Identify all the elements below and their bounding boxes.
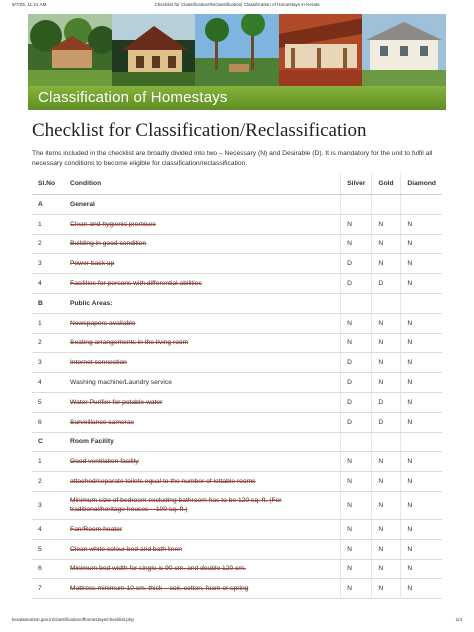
condition-text: General — [70, 200, 95, 208]
row-gold: N — [372, 519, 401, 539]
row-silver — [341, 293, 372, 313]
row-gold: N — [372, 579, 401, 599]
condition-text: Seating arrangements in the living room — [70, 339, 189, 347]
print-header — [12, 2, 462, 12]
row-condition — [64, 472, 341, 492]
row-diamond: N — [401, 452, 442, 472]
row-silver: N — [341, 452, 372, 472]
row-diamond: N — [401, 373, 442, 393]
table-row — [32, 254, 442, 274]
row-silver: D — [341, 373, 372, 393]
row-condition — [64, 234, 341, 254]
condition-text: Washing machine/Laundry service — [70, 379, 172, 387]
row-number: 6 — [32, 412, 64, 432]
banner-photo-garden — [28, 14, 112, 86]
row-number: 1 — [32, 214, 64, 234]
header-silver: Silver — [341, 173, 372, 195]
row-silver: N — [341, 539, 372, 559]
condition-text: attached/separate toilets equal to the number of lettable rooms — [70, 478, 256, 486]
table-row — [32, 491, 442, 519]
table-row — [32, 519, 442, 539]
banner-photo-palms — [195, 14, 279, 86]
row-condition — [64, 214, 341, 234]
row-silver: D — [341, 254, 372, 274]
row-diamond: N — [401, 579, 442, 599]
row-condition — [64, 432, 341, 452]
checklist-body — [32, 195, 442, 599]
row-silver: D — [341, 274, 372, 294]
table-row — [32, 373, 442, 393]
row-condition — [64, 195, 341, 215]
row-number: 2 — [32, 333, 64, 353]
banner-photo-courtyard — [279, 14, 363, 86]
row-gold — [372, 195, 401, 215]
banner — [28, 14, 446, 110]
row-silver: N — [341, 491, 372, 519]
row-gold: N — [372, 491, 401, 519]
condition-text: Power back up — [70, 260, 115, 268]
row-silver: N — [341, 519, 372, 539]
row-gold — [372, 432, 401, 452]
table-section-row — [32, 293, 442, 313]
row-silver: N — [341, 214, 372, 234]
row-diamond — [401, 432, 442, 452]
row-number: A — [32, 195, 64, 215]
row-number: 2 — [32, 234, 64, 254]
checklist-table — [32, 173, 442, 599]
row-number: 4 — [32, 274, 64, 294]
row-silver — [341, 432, 372, 452]
row-condition — [64, 274, 341, 294]
row-diamond: N — [401, 254, 442, 274]
row-diamond: N — [401, 353, 442, 373]
row-number: 2 — [32, 472, 64, 492]
table-row — [32, 353, 442, 373]
row-number: C — [32, 432, 64, 452]
row-gold: N — [372, 559, 401, 579]
row-gold: N — [372, 373, 401, 393]
condition-text: Clean and hygienic premises — [70, 220, 156, 228]
row-silver: D — [341, 353, 372, 373]
row-gold: D — [372, 274, 401, 294]
table-row — [32, 234, 442, 254]
table-section-row — [32, 432, 442, 452]
condition-text: Good ventilation facility — [70, 458, 139, 466]
row-gold: N — [372, 214, 401, 234]
row-number: 3 — [32, 491, 64, 519]
header-sl-no: Sl.No — [32, 173, 64, 195]
print-page-number: 1/4 — [455, 617, 462, 622]
row-diamond: N — [401, 491, 442, 519]
table-header-row — [32, 173, 442, 195]
print-datetime: 9/7/25, 11:21 AM — [12, 2, 47, 7]
row-number: B — [32, 293, 64, 313]
table-row — [32, 214, 442, 234]
row-condition — [64, 293, 341, 313]
row-condition — [64, 452, 341, 472]
condition-text: Fan/Room heater — [70, 525, 123, 533]
row-condition — [64, 412, 341, 432]
row-number: 6 — [32, 559, 64, 579]
table-section-row — [32, 195, 442, 215]
row-gold: N — [372, 353, 401, 373]
row-diamond: N — [401, 539, 442, 559]
header-diamond: Diamond — [401, 173, 442, 195]
intro-paragraph: The items included in the checklist are broadly divided into two – Necessary (N) and Desirable (D). It is mandatory for the unit to fulfil all necessary conditions to become eligible for classification/reclassification. — [32, 150, 433, 167]
row-condition — [64, 539, 341, 559]
banner-title: Classification of Homestays — [38, 89, 228, 106]
table-row — [32, 333, 442, 353]
condition-text: Public Areas: — [70, 299, 113, 307]
row-diamond: N — [401, 214, 442, 234]
row-condition — [64, 491, 341, 519]
table-row — [32, 313, 442, 333]
banner-photo-strip — [28, 14, 446, 86]
header-condition: Condition — [64, 173, 341, 195]
table-row — [32, 579, 442, 599]
row-number: 1 — [32, 452, 64, 472]
table-row — [32, 392, 442, 412]
row-diamond: N — [401, 333, 442, 353]
row-number: 5 — [32, 539, 64, 559]
row-gold: N — [372, 333, 401, 353]
row-gold: D — [372, 392, 401, 412]
row-diamond: N — [401, 412, 442, 432]
row-diamond: N — [401, 274, 442, 294]
row-condition — [64, 313, 341, 333]
row-diamond — [401, 293, 442, 313]
condition-text: Mattress minimum 10 cm. thick – coir, cotton, foam or spring — [70, 585, 249, 593]
row-silver: D — [341, 392, 372, 412]
row-gold: N — [372, 472, 401, 492]
row-silver: N — [341, 234, 372, 254]
row-condition — [64, 353, 341, 373]
row-condition — [64, 579, 341, 599]
table-row — [32, 412, 442, 432]
print-footer — [12, 617, 462, 625]
row-number: 5 — [32, 392, 64, 412]
page-title: Checklist for Classification/Reclassification — [32, 120, 367, 141]
condition-text: Room Facility — [70, 438, 114, 446]
row-gold: N — [372, 313, 401, 333]
row-silver — [341, 195, 372, 215]
row-gold — [372, 293, 401, 313]
row-diamond: N — [401, 559, 442, 579]
table-row — [32, 472, 442, 492]
print-doc-title: Checklist for Classification/Reclassification| Classification of Homestays in Kerala — [154, 2, 320, 7]
print-url: keralatourism.gov.in/classificationofhomestays/checklist.php — [12, 617, 134, 622]
row-silver: N — [341, 313, 372, 333]
row-gold: N — [372, 234, 401, 254]
row-number: 3 — [32, 254, 64, 274]
row-condition — [64, 519, 341, 539]
condition-text: Newspapers available — [70, 319, 136, 327]
row-diamond: N — [401, 313, 442, 333]
row-diamond: N — [401, 519, 442, 539]
row-diamond: N — [401, 472, 442, 492]
table-row — [32, 559, 442, 579]
condition-text: Building in good condition — [70, 240, 147, 248]
table-row — [32, 539, 442, 559]
row-silver: N — [341, 559, 372, 579]
row-diamond: N — [401, 392, 442, 412]
condition-text: Surveillance cameras — [70, 418, 134, 426]
condition-text: Facilities for persons with differential abilities — [70, 280, 202, 288]
banner-photo-villa — [362, 14, 446, 86]
row-silver: N — [341, 579, 372, 599]
condition-text: Internet connection — [70, 359, 127, 367]
row-gold: D — [372, 412, 401, 432]
banner-photo-house — [112, 14, 196, 86]
row-diamond — [401, 195, 442, 215]
row-number: 3 — [32, 353, 64, 373]
row-gold: N — [372, 452, 401, 472]
row-silver: N — [341, 472, 372, 492]
row-silver: N — [341, 333, 372, 353]
banner-title-bar — [28, 86, 446, 110]
row-condition — [64, 392, 341, 412]
row-diamond: N — [401, 234, 442, 254]
table-row — [32, 274, 442, 294]
row-number: 4 — [32, 373, 64, 393]
condition-text: Clean white colour bed and bath linen — [70, 545, 182, 553]
table-row — [32, 452, 442, 472]
row-number: 7 — [32, 579, 64, 599]
row-silver: D — [341, 412, 372, 432]
row-condition — [64, 373, 341, 393]
row-condition — [64, 333, 341, 353]
row-gold: N — [372, 254, 401, 274]
condition-text: Water Purifier for potable water — [70, 398, 163, 406]
row-gold: N — [372, 539, 401, 559]
header-gold: Gold — [372, 173, 401, 195]
row-number: 4 — [32, 519, 64, 539]
row-condition — [64, 559, 341, 579]
row-condition — [64, 254, 341, 274]
row-number: 1 — [32, 313, 64, 333]
condition-text: Minimum size of bedroom excluding bathroom has to be 120 sq. ft. (For traditional/heritage houses – 100 sq. ft.) — [70, 497, 282, 514]
condition-text: Minimum bed width for single is 90 cm. and double 120 cm. — [70, 565, 246, 573]
